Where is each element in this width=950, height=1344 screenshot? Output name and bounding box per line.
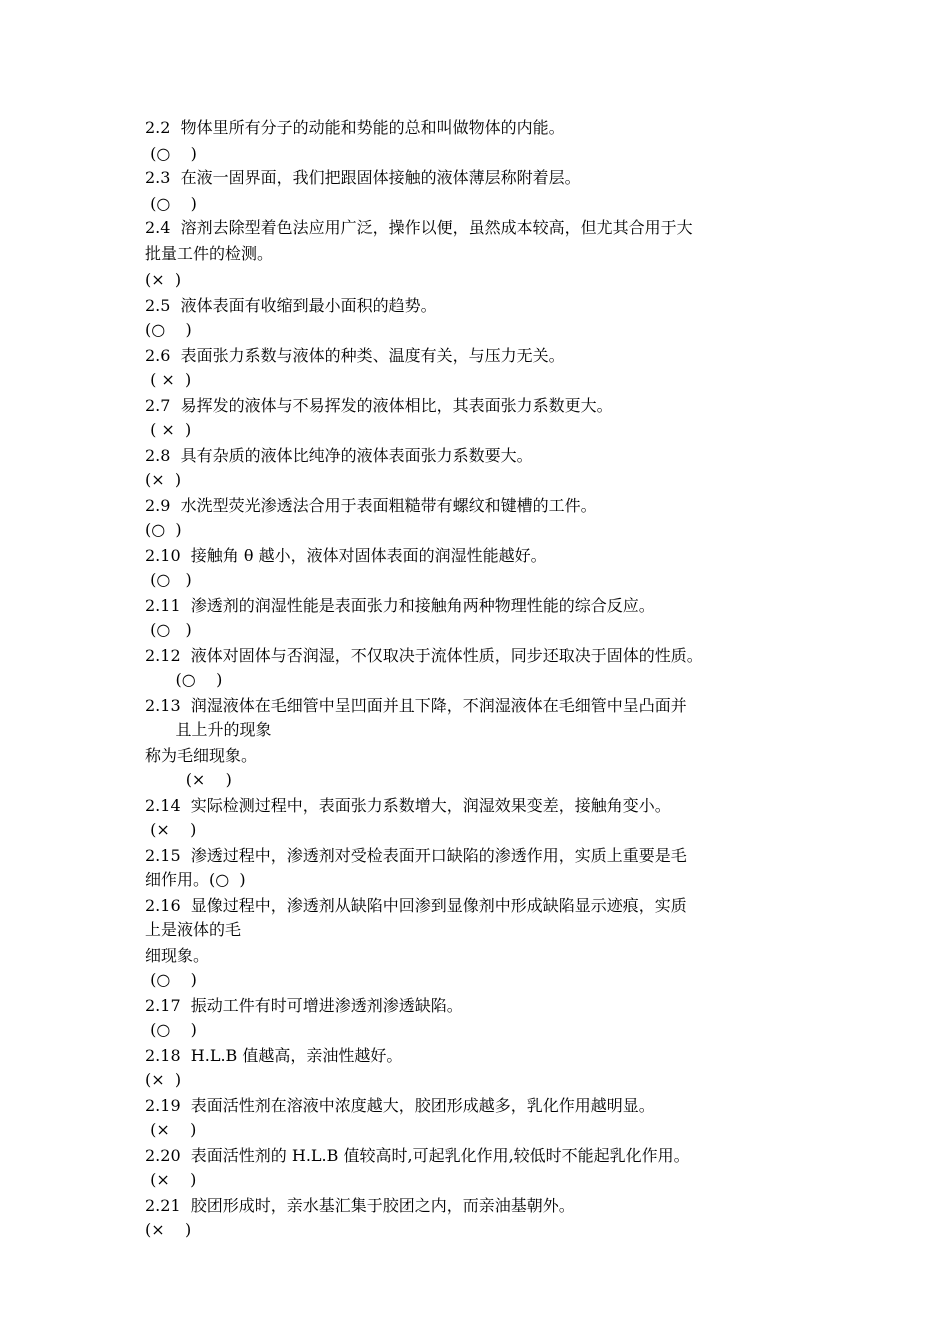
text-line: 批量工件的检测。 — [145, 244, 274, 263]
text-line: (○ ) — [145, 1020, 197, 1039]
text-line: 2.8 具有杂质的液体比纯净的液体表面张力系数要大。 — [145, 446, 533, 465]
text-line: 2.19 表面活性剂在溶液中浓度越大，胶团形成越多，乳化作用越明显。 — [145, 1096, 655, 1115]
text-line: (× ) — [145, 270, 182, 289]
text-line: 2.7 易挥发的液体与不易挥发的液体相比，其表面张力系数更大。 — [145, 396, 613, 415]
text-line: (× ) — [145, 1120, 197, 1139]
text-line: 2.20 表面活性剂的 H.L.B 值较高时,可起乳化作用,较低时不能起乳化作用。 — [145, 1146, 690, 1165]
text-line: 2.9 水洗型荧光渗透法合用于表面粗糙带有螺纹和键槽的工件。 — [145, 496, 597, 515]
text-line: (× ) — [145, 1170, 197, 1189]
text-line: 2.14 实际检测过程中，表面张力系数增大，润湿效果变差，接触角变小。 — [145, 796, 671, 815]
text-line: 2.17 振动工件有时可增进渗透剂渗透缺陷。 — [145, 996, 463, 1015]
text-line: (× ) — [145, 1220, 192, 1239]
text-line: 2.5 液体表面有收缩到最小面积的趋势。 — [145, 296, 437, 315]
text-line: (○ ) — [145, 670, 223, 689]
text-line: (× ) — [145, 1070, 182, 1089]
text-line: (○ ) — [145, 144, 197, 163]
text-line: 2.15 渗透过程中，渗透剂对受检表面开口缺陷的渗透作用，实质上重要是毛 — [145, 846, 687, 865]
text-line: (× ) — [145, 820, 197, 839]
text-line: (○ ) — [145, 194, 197, 213]
text-line: 2.10 接触角 θ 越小，液体对固体表面的润湿性能越好。 — [145, 546, 547, 565]
text-line: (○ ) — [145, 620, 192, 639]
text-line: 上是液体的毛 — [145, 920, 242, 939]
text-line: (○ ) — [145, 520, 182, 539]
text-line: (× ) — [145, 770, 232, 789]
text-line: 且上升的现象 — [145, 720, 272, 739]
text-line: (○ ) — [145, 320, 192, 339]
text-line: 2.18 H.L.B 值越高，亲油性越好。 — [145, 1046, 403, 1065]
text-line: 2.11 渗透剂的润湿性能是表面张力和接触角两种物理性能的综合反应。 — [145, 596, 655, 615]
text-line: 2.3 在液一固界面，我们把跟固体接触的液体薄层称附着层。 — [145, 168, 581, 187]
text-line: 2.21 胶团形成时，亲水基汇集于胶团之内，而亲油基朝外。 — [145, 1196, 575, 1215]
text-line: 2.12 液体对固体与否润湿，不仅取决于流体性质，同步还取决于固体的性质。 — [145, 646, 703, 665]
text-line: (× ) — [145, 470, 182, 489]
text-line: 2.2 物体里所有分子的动能和势能的总和叫做物体的内能。 — [145, 118, 565, 137]
text-line: (○ ) — [145, 570, 192, 589]
text-line: 称为毛细现象。 — [145, 746, 258, 765]
text-line: (○ ) — [145, 970, 197, 989]
text-line: 2.4 溶剂去除型着色法应用广泛，操作以便，虽然成本较高，但尤其合用于大 — [145, 218, 693, 237]
text-line: ( × ) — [145, 420, 192, 439]
text-line: 细现象。 — [145, 946, 210, 965]
text-line: 2.6 表面张力系数与液体的种类、温度有关，与压力无关。 — [145, 346, 565, 365]
text-line: 2.16 显像过程中，渗透剂从缺陷中回渗到显像剂中形成缺陷显示迹痕，实质 — [145, 896, 687, 915]
text-line: 细作用。(○ ) — [145, 870, 246, 889]
text-line: 2.13 润湿液体在毛细管中呈凹面并且下降，不润湿液体在毛细管中呈凸面并 — [145, 696, 687, 715]
text-line: ( × ) — [145, 370, 192, 389]
